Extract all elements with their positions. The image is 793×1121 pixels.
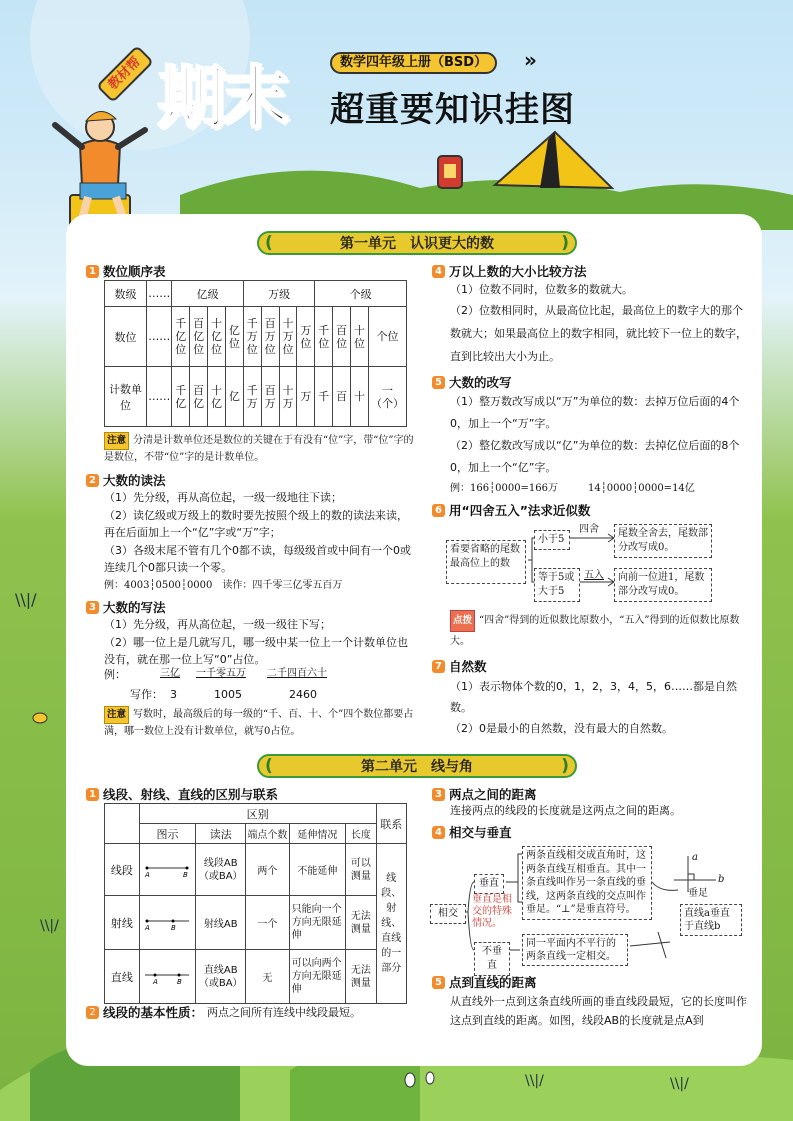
u1s4-body: （1）位数不同时，位数多的数就大。 （2）位数相同时，从最高位比起，最高位上的数字大的那个数就大；如果最高位上的数字相同，就比较下一位上的数字，直到比较出大小为止。 xyxy=(450,283,747,363)
u1s1-heading: 1 数位顺序表 xyxy=(86,262,166,280)
svg-text:A: A xyxy=(153,978,159,985)
rounding-flowchart xyxy=(446,522,746,608)
corner-cell xyxy=(105,804,140,844)
ray-figure xyxy=(139,896,195,950)
def-buchuizhi: 同一平面内不平行的两条直线一定相交。 xyxy=(522,934,628,966)
u2s2-heading: 2 线段的基本性质： 两点之间所有连线中线段最短。 xyxy=(86,1003,361,1021)
col-header: 图示 xyxy=(139,824,195,844)
svg-text:B: B xyxy=(171,924,177,931)
unit-cell: 万 xyxy=(297,367,315,427)
col-group: 区别 xyxy=(139,804,376,824)
col-header: 延伸情况 xyxy=(289,824,345,844)
digit-cell: 十亿位 xyxy=(208,307,226,367)
digit-cell: 百亿位 xyxy=(190,307,208,367)
u2s3-body: 连接两点的线段的长度就是这两点之间的距离。 xyxy=(450,804,681,817)
svg-text:A: A xyxy=(145,924,151,931)
unit-cell: 百 xyxy=(333,367,351,427)
cell-ext: 只能向一个方向无限延伸 xyxy=(289,896,345,950)
perpendicular-diagram xyxy=(430,842,750,970)
relation-box: 直线a垂直于直线b xyxy=(680,904,742,936)
flow-result2: 向前一位进1，尾数部分改写成0。 xyxy=(614,568,712,602)
cell-ends: 无 xyxy=(246,950,289,1004)
cell-len: 无法测量 xyxy=(346,896,376,950)
page-subtitle: 超重要知识挂图 xyxy=(330,90,575,130)
unit-cell: 一（个） xyxy=(368,367,406,427)
row-label: 数位 xyxy=(105,307,147,367)
svg-text:B: B xyxy=(183,871,189,878)
label-a: a xyxy=(692,852,698,863)
digit-cell: 百位 xyxy=(333,307,351,367)
cell-ext: 不能延伸 xyxy=(289,844,345,896)
level-ge: 个级 xyxy=(315,281,407,307)
u1s5-heading: 5 大数的改写 xyxy=(432,373,512,391)
digit-cell: 亿位 xyxy=(225,307,243,367)
flow-small: 小于5 xyxy=(534,530,570,550)
dots: …… xyxy=(147,367,172,427)
unit-cell: 百亿 xyxy=(190,367,208,427)
svg-text:B: B xyxy=(177,978,183,985)
u2s3-heading: 3 两点之间的距离 xyxy=(432,785,537,803)
u2s1-heading: 1 线段、射线、直线的区别与联系 xyxy=(86,785,278,803)
cell-link: 线段、射线、直线的一部分 xyxy=(376,844,406,1004)
row-name: 直线 xyxy=(105,950,140,1004)
u1s7-heading: 7 自然数 xyxy=(432,657,487,675)
flow-result1: 尾数全舍去，尾数部分改写成0。 xyxy=(614,524,712,558)
u1s1-note: 注意 分清是计数单位还是数位的关键在于有没有“位”字，带“位”字的是数位，不带“位”字的是计数单位。 xyxy=(104,432,419,466)
col-link: 联系 xyxy=(376,804,406,844)
line-figure xyxy=(139,950,195,1004)
dots: …… xyxy=(147,281,172,307)
digit-cell: 十万位 xyxy=(279,307,297,367)
unit-cell: 百万 xyxy=(261,367,279,427)
u1s4-heading: 4 万以上数的大小比较方法 xyxy=(432,262,587,280)
def-chuizhi: 两条直线相交成直角时，这两条直线互相垂直。其中一条直线叫作另一条直线的垂线，这两条直线的交点叫作垂足。“⊥”是垂直符号。 xyxy=(522,846,652,920)
col-header: 长度 xyxy=(346,824,376,844)
grade-pill: 数学四年级上册（BSD） xyxy=(330,52,497,74)
node-chuizhi-note: 垂直是相交的特殊情况。 xyxy=(472,894,512,929)
digit-cell: 万位 xyxy=(297,307,315,367)
u2s5-body: 从直线外一点到这条直线所画的垂直线段最短，它的长度叫作这点到直线的距离。如图，线段AB的长度就是点A到 xyxy=(450,995,747,1027)
mascot-illustration xyxy=(40,85,170,235)
level-wan: 万级 xyxy=(243,281,315,307)
lines-compare-table xyxy=(104,803,407,1004)
svg-text:A: A xyxy=(145,871,151,878)
u1s3-heading: 3 大数的写法 xyxy=(86,598,166,616)
unit-cell: 千 xyxy=(315,367,333,427)
row-label: 计数单位 xyxy=(105,367,147,427)
unit-cell: 十 xyxy=(351,367,369,427)
svg-text:\\|/: \\|/ xyxy=(15,590,37,609)
node-xiangjiao: 相交 xyxy=(430,904,466,924)
cell-ext: 可以向两个方向无限延伸 xyxy=(289,950,345,1004)
unit-cell: 千万 xyxy=(243,367,261,427)
unit1-banner: ( 第一单元 认识更大的数 ) xyxy=(257,231,577,255)
cell-ends: 两个 xyxy=(246,844,289,896)
col-header: 端点个数 xyxy=(246,824,289,844)
unit-cell: 十亿 xyxy=(208,367,226,427)
level-yi: 亿级 xyxy=(172,281,244,307)
cell-ends: 一个 xyxy=(246,896,289,950)
flow-start: 看要省略的尾数最高位上的数 xyxy=(446,540,526,584)
u1s3-body: （1）先分级，再从高位起，一级一级往下写； （2）哪一位上是几就写几，哪一级中某一位上一个计数单位也没有，就在那一位上写“0”占位。 xyxy=(104,618,408,667)
digit-cell: 百万位 xyxy=(261,307,279,367)
col-header: 读法 xyxy=(196,824,246,844)
dots: …… xyxy=(147,307,172,367)
svg-text:\\|/: \\|/ xyxy=(670,1076,689,1092)
segment-figure xyxy=(139,844,195,896)
unit-cell: 十万 xyxy=(279,367,297,427)
unit-cell: 千亿 xyxy=(172,367,190,427)
node-buchuizhi: 不垂直 xyxy=(474,942,510,976)
cell-read: 射线AB xyxy=(196,896,246,950)
flow-big: 等于5或大于5 xyxy=(534,568,580,602)
badge-tag: 教材帮 xyxy=(96,45,154,103)
flow-sishe: 四舍 xyxy=(579,524,599,535)
node-chuizhi: 垂直 xyxy=(474,874,504,894)
u2s5-heading: 5 点到直线的距离 xyxy=(432,973,537,991)
digit-cell: 十位 xyxy=(351,307,369,367)
cell-len: 无法测量 xyxy=(346,950,376,1004)
cell-read: 直线AB（或BA） xyxy=(196,950,246,1004)
page-title: 期末 xyxy=(158,59,286,137)
u1s3-example: 例： 三亿 一千零五万 二千四百六十 写作： 3 1005 2460 xyxy=(104,668,327,701)
pill-arrows: » xyxy=(524,48,537,72)
u1s6-tip: 点拨 “四舍”得到的近似数比原数小，“五入”得到的近似数比原数大。 xyxy=(450,610,750,652)
u2s4-heading: 4 相交与垂直 xyxy=(432,823,512,841)
digit-cell: 千亿位 xyxy=(172,307,190,367)
cell-len: 可以测量 xyxy=(346,844,376,896)
u1s6-heading: 6 用“四舍五入”法求近似数 xyxy=(432,501,590,519)
place-value-table xyxy=(104,280,407,427)
cell-read: 线段AB（或BA） xyxy=(196,844,246,896)
u1s2-heading: 2 大数的读法 xyxy=(86,471,166,489)
flow-wuru: 五入 xyxy=(584,570,604,581)
u1s7-body: （1）表示物体个数的0，1，2，3，4，5，6……都是自然数。 （2）0是最小的自然数，没有最大的自然数。 xyxy=(450,680,737,735)
digit-cell: 千位 xyxy=(315,307,333,367)
label-foot: 垂足 xyxy=(688,888,708,899)
unit-cell: 亿 xyxy=(225,367,243,427)
svg-text:\\|/: \\|/ xyxy=(40,918,59,934)
row-name: 线段 xyxy=(105,844,140,896)
unit2-banner: ( 第二单元 线与角 ) xyxy=(257,754,577,778)
digit-cell: 个位 xyxy=(368,307,406,367)
u1s2-body: （1）先分级，再从高位起，一级一级地往下读； （2）读亿级或万级上的数时要先按照个级上的数的读法来读，再在后面加上一个“亿”字或“万”字； （3）各级末尾不管有几个0都不读，每级级首或中间有一个0或连续几个0都只读一个零。 例：4003┆0500┆0000 读作：四千零三亿零五百万 xyxy=(104,491,411,591)
u1s3-note: 注意 写数时，最高级后的每一级的“千、百、十、个”四个数位都要占满，哪一数位上没有计数单位，就写0占位。 xyxy=(104,706,419,740)
label-b: b xyxy=(718,874,725,885)
row-label: 数级 xyxy=(105,281,147,307)
digit-cell: 千万位 xyxy=(243,307,261,367)
u1s5-body: （1）整万数改写成以“万”为单位的数：去掉万位后面的4个0，加上一个“万”字。 （2）整亿数改写成以“亿”为单位的数：去掉亿位后面的8个0，加上一个“亿”字。 例：166┆0000=166万 14┆0000┆0000=14亿 xyxy=(450,395,740,494)
row-name: 射线 xyxy=(105,896,140,950)
svg-text:\\|/: \\|/ xyxy=(525,1073,544,1089)
